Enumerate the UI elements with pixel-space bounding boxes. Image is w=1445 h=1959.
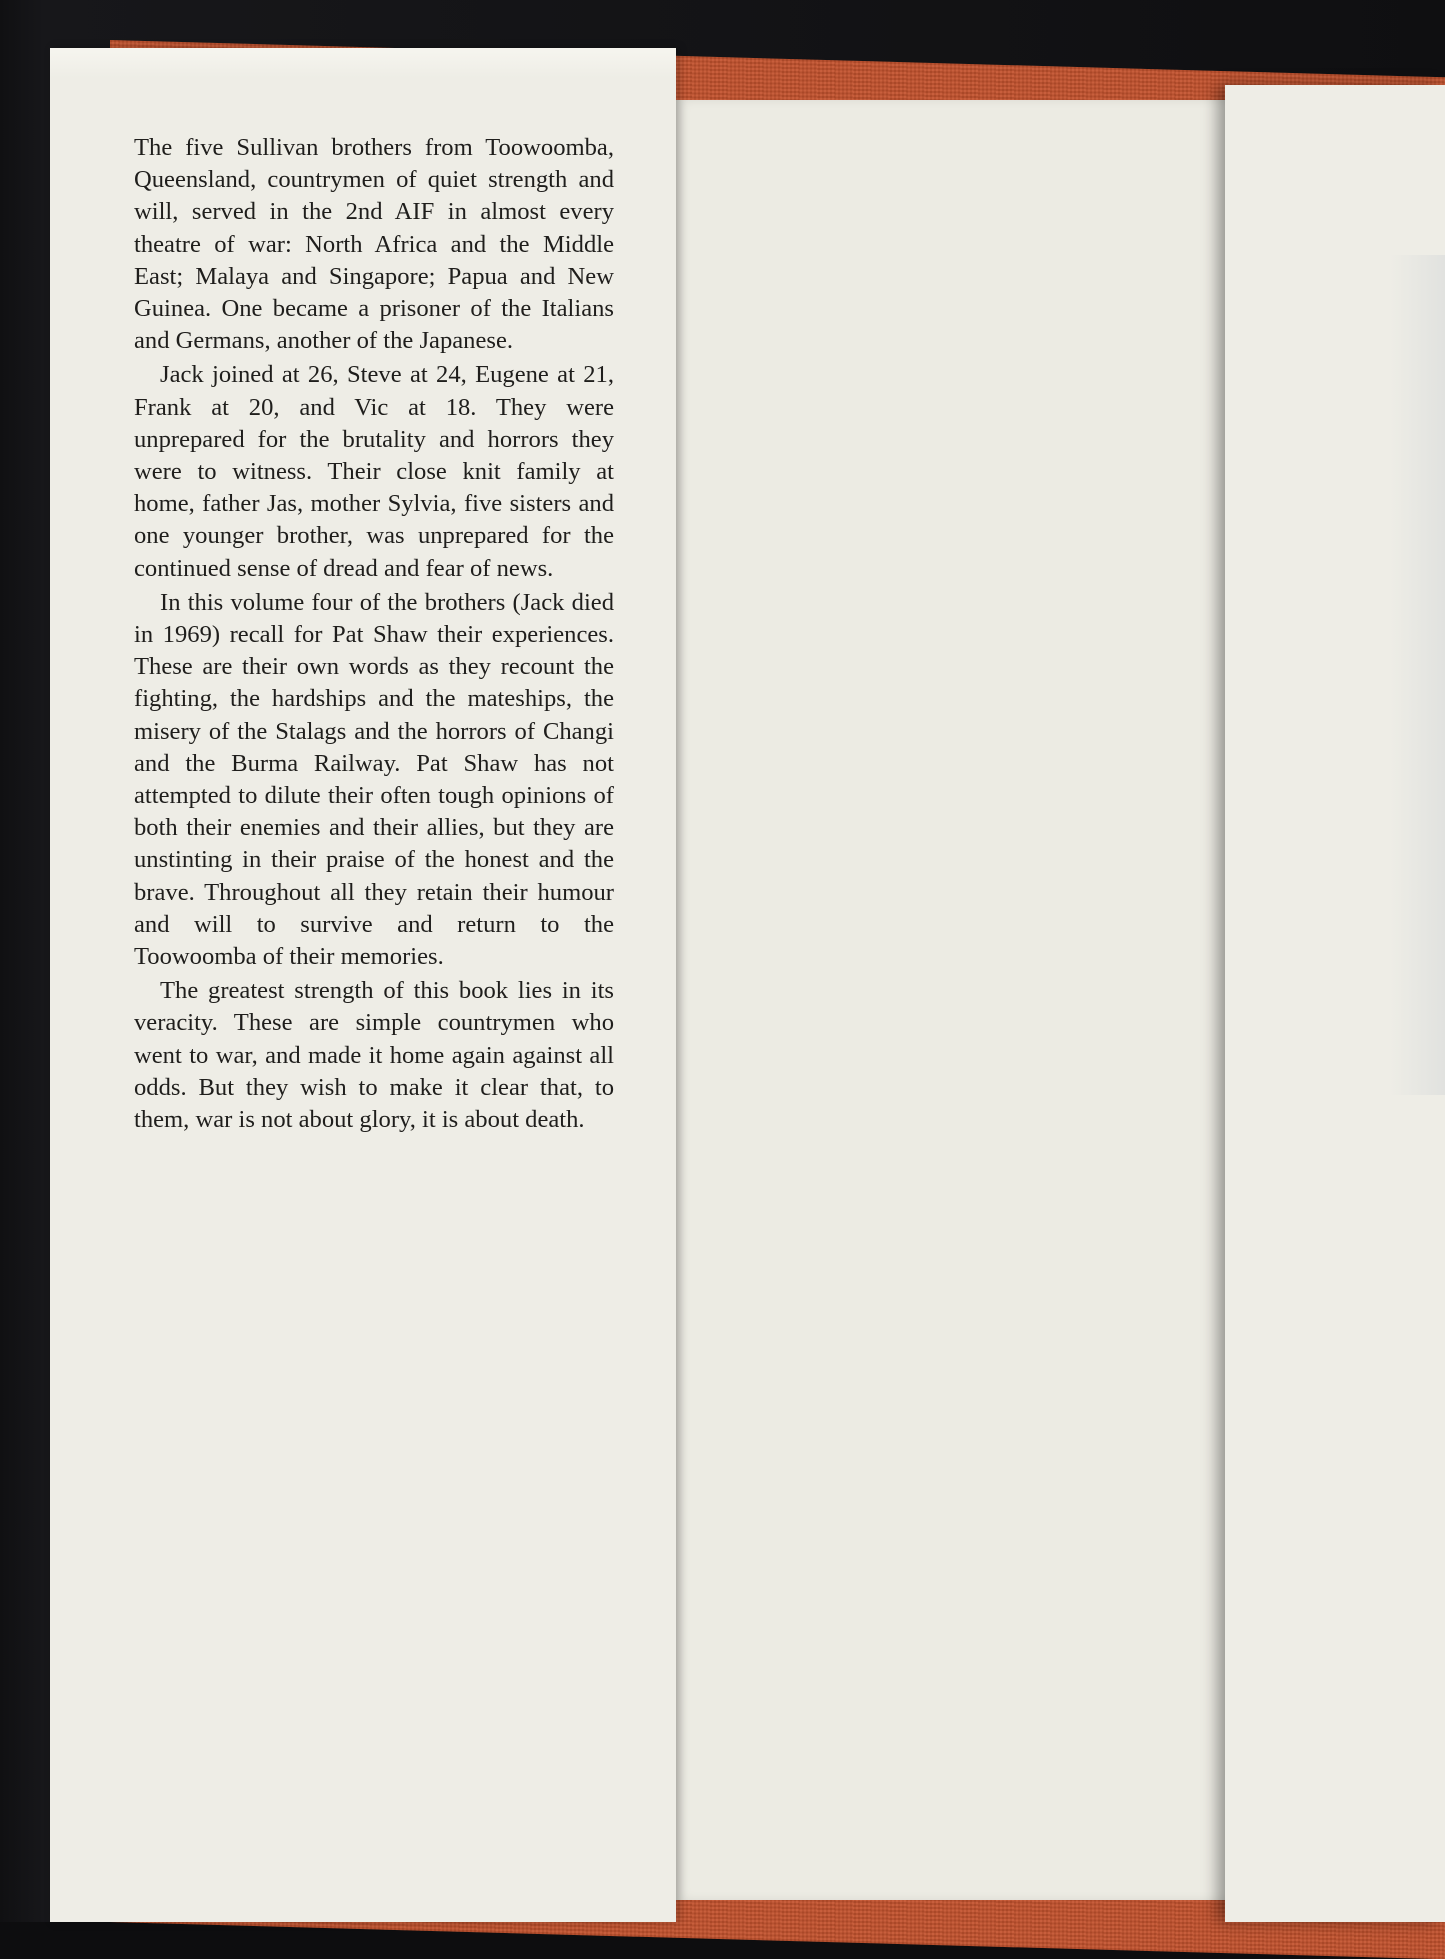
flap-blurb (134, 132, 614, 1138)
facing-page (1225, 85, 1445, 1922)
blurb-paragraph-1: The five Sullivan brothers from Toowoomba, Queensland, countrymen of quiet strength and will, served in the 2nd AIF in almost every theatre of war: North Africa and the Middle East; Malaya and Singapore; Papua and New Guinea. One became a prisoner of the Italians and Germans, another of the Japanese. (134, 134, 614, 355)
blurb-paragraph-2: Jack joined at 26, Steve at 24, Eugene at 21, Frank at 20, and Vic at 18. They were unprepared for the brutality and horrors they were to witness. Their close knit family at home, father Jas, mother Sylvia, five sisters and one younger brother, was unprepared for the continued sense of dread and fear of news. (134, 361, 614, 582)
endpaper (676, 100, 1225, 1900)
flap-top-edge (50, 48, 676, 78)
show-through-print (1390, 255, 1445, 1095)
dust-jacket-flap (50, 48, 676, 1922)
blurb-paragraph-3: In this volume four of the brothers (Jack died in 1969) recall for Pat Shaw their experiences. These are their own words as they recount the fighting, the hardships and the mateships, the misery of the Stalags and the horrors of Changi and the Burma Railway. Pat Shaw has not attempted to dilute their often tough opinions of both their enemies and their allies, but they are unstinting in their praise of the honest and the brave. Throughout all they retain their humour and will to survive and return to the Toowoomba of their memories. (134, 588, 614, 971)
blurb-paragraph-4: The greatest strength of this book lies in its veracity. These are simple countrymen who went to war, and made it home again against all odds. But they wish to make it clear that, to them, war is not about glory, it is about death. (134, 977, 614, 1134)
